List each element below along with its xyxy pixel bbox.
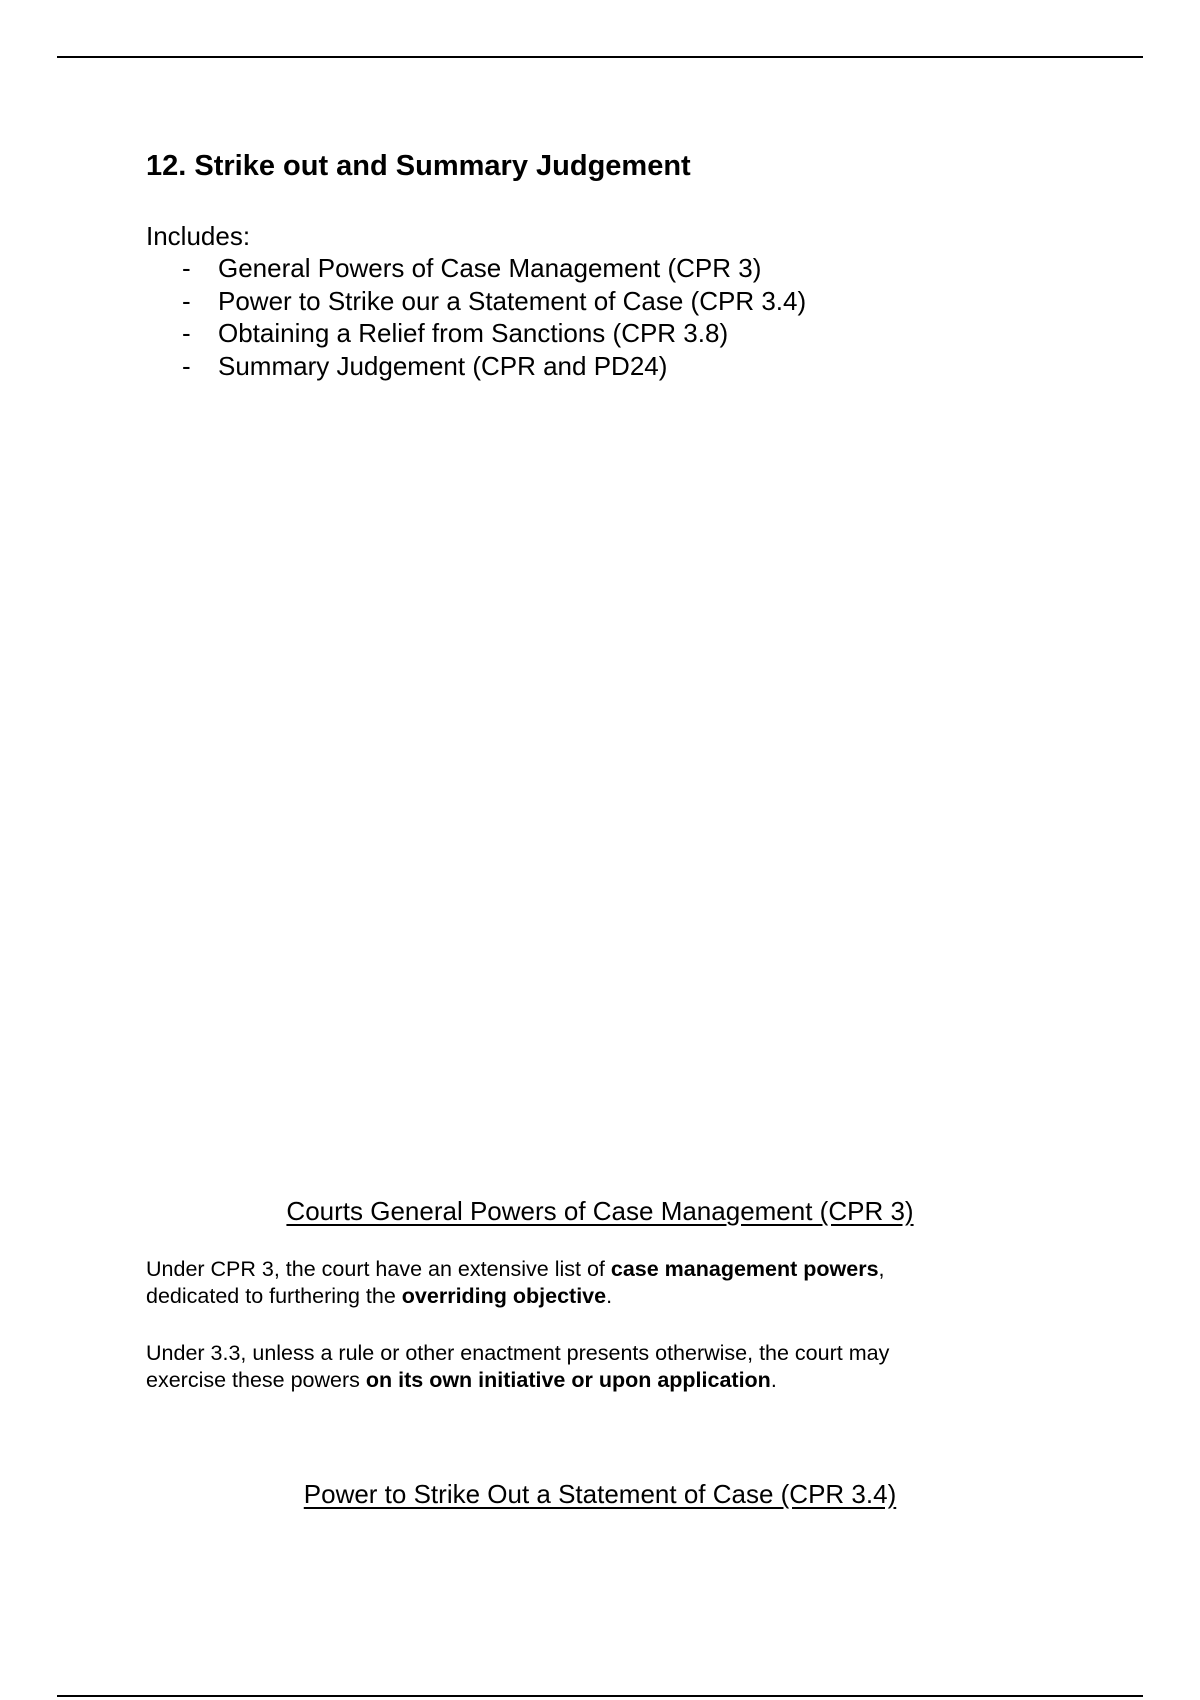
paragraph-text: . — [770, 1368, 777, 1392]
list-item-text: Obtaining a Relief from Sanctions (CPR 3.8) — [218, 318, 729, 348]
bold-term: overriding objective — [401, 1284, 607, 1308]
bold-term: on its own initiative or upon application — [365, 1368, 771, 1392]
top-rule — [57, 56, 1143, 58]
paragraph-cpr3-3 — [146, 1340, 1146, 1394]
section-heading-text: Courts General Powers of Case Management (CPR 3) — [286, 1196, 914, 1226]
paragraph-text: . — [606, 1284, 613, 1308]
list-bullet: - — [182, 318, 191, 348]
paragraph-text: Under CPR 3, the court have an extensive list of — [146, 1257, 611, 1281]
includes-list — [146, 252, 806, 382]
bottom-rule — [57, 1695, 1143, 1697]
list-item — [146, 350, 806, 383]
paragraph-text: dedicated to furthering the — [146, 1284, 402, 1308]
includes-label: Includes: — [146, 221, 251, 251]
list-item — [146, 285, 806, 318]
list-bullet: - — [182, 285, 191, 316]
section-heading-text: Power to Strike Out a Statement of Case (CPR 3.4) — [303, 1479, 897, 1509]
list-item — [146, 252, 806, 285]
paragraph-text: Under 3.3, unless a rule or other enactment presents otherwise, the court may — [146, 1341, 890, 1365]
list-item — [146, 317, 806, 350]
section-heading-strike-out — [0, 1477, 1200, 1511]
bold-term: case management powers — [610, 1257, 879, 1281]
list-bullet: - — [182, 350, 191, 381]
paragraph-cpr3 — [146, 1256, 1146, 1310]
list-item-text: Power to Strike our a Statement of Case (CPR 3.4) — [218, 285, 807, 316]
paragraph-text: exercise these powers — [146, 1368, 366, 1392]
list-bullet: - — [182, 253, 191, 283]
page-title: 12. Strike out and Summary Judgement — [146, 150, 691, 182]
paragraph-text: , — [878, 1257, 885, 1281]
list-item-text: Summary Judgement (CPR and PD24) — [218, 350, 668, 381]
section-heading-case-management — [0, 1194, 1200, 1228]
list-item-text: General Powers of Case Management (CPR 3) — [218, 253, 762, 283]
